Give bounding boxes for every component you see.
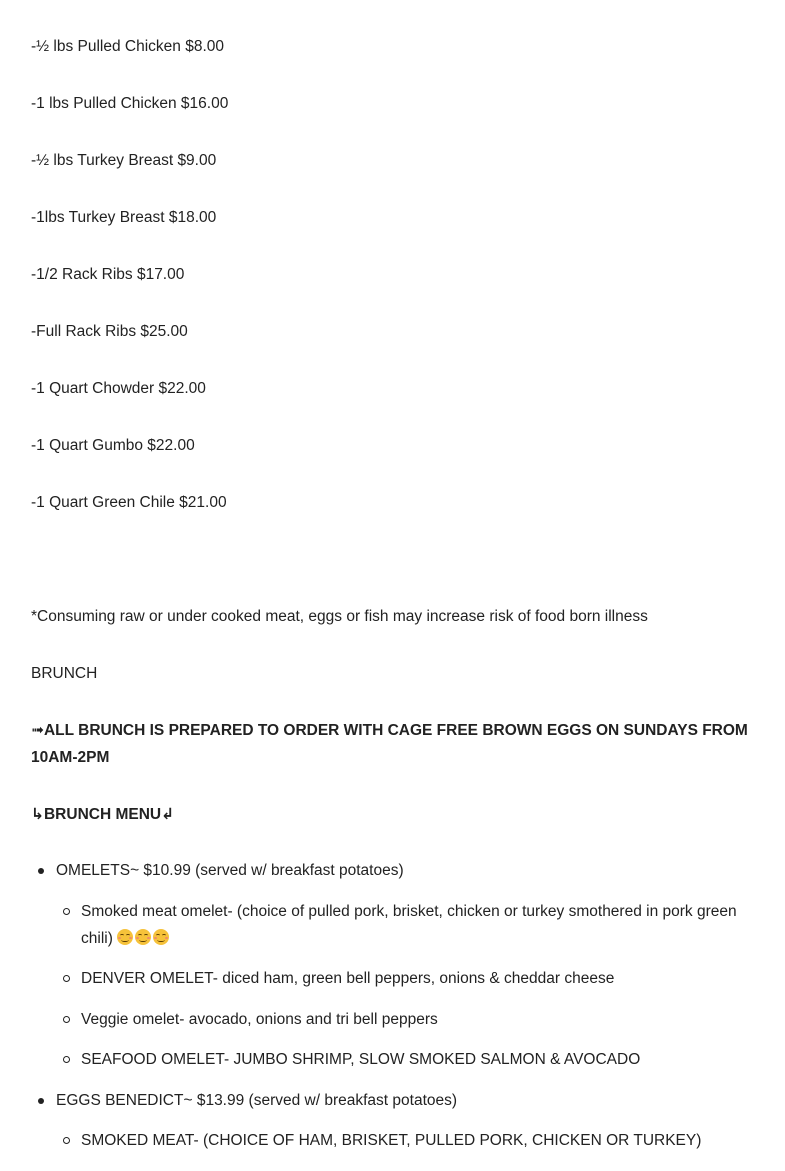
menu-subitem bbox=[56, 965, 761, 992]
takeout-item: -Full Rack Ribs $25.00 bbox=[31, 323, 188, 340]
menu-subitem-label: SEAFOOD OMELET- JUMBO SHRIMP, SLOW SMOKED SALMON & AVOCADO bbox=[81, 1051, 641, 1068]
menu-subitem-label: SMOKED MEAT- (CHOICE OF HAM, BRISKET, PULLED PORK, CHICKEN OR TURKEY) bbox=[81, 1132, 702, 1149]
menu-subitem-label: DENVER OMELET- diced ham, green bell peppers, onions & cheddar cheese bbox=[81, 970, 615, 987]
menu-subitem bbox=[56, 898, 761, 952]
menu-category-omelets bbox=[31, 857, 761, 1073]
hollow-bullet-icon bbox=[63, 1016, 70, 1023]
brunch-heading: BRUNCH bbox=[31, 665, 98, 682]
menu-subitem-label: Veggie omelet- avocado, onions and tri bell peppers bbox=[81, 1010, 438, 1028]
menu-category-label: EGGS BENEDICT~ $13.99 (served w/ breakfast potatoes) bbox=[56, 1091, 458, 1109]
menu-subitem-label: Smoked meat omelet- (choice of pulled pork, brisket, chicken or turkey smothered in pork green chili) bbox=[81, 902, 737, 947]
takeout-item: -1 lbs Pulled Chicken $16.00 bbox=[31, 95, 229, 112]
hollow-bullet-icon bbox=[63, 908, 70, 915]
smiling-face-icon bbox=[135, 929, 151, 945]
brunch-menu-list bbox=[31, 857, 761, 1154]
menu-subitem bbox=[56, 1046, 761, 1073]
takeout-item: -1/2 Rack Ribs $17.00 bbox=[31, 266, 185, 283]
takeout-item: -½ lbs Turkey Breast $9.00 bbox=[31, 152, 217, 169]
hollow-bullet-icon bbox=[63, 1056, 70, 1063]
menu-category-label: OMELETS~ $10.99 (served w/ breakfast potatoes) bbox=[56, 862, 404, 879]
hollow-bullet-icon bbox=[63, 1137, 70, 1144]
smiling-face-icon bbox=[153, 929, 169, 945]
brunch-menu-title: ↳BRUNCH MENU↲ bbox=[31, 806, 175, 823]
brunch-notice: ➟ALL BRUNCH IS PREPARED TO ORDER WITH CAGE FREE BROWN EGGS ON SUNDAYS FROM 10AM-2PM bbox=[31, 722, 748, 766]
hollow-bullet-icon bbox=[63, 975, 70, 982]
benedict-options bbox=[56, 1127, 761, 1154]
food-safety-disclaimer: *Consuming raw or under cooked meat, eggs or fish may increase risk of food born illness bbox=[31, 608, 648, 625]
bullet-icon bbox=[38, 868, 44, 874]
menu-category-eggs-benedict bbox=[31, 1087, 761, 1155]
takeout-item: -½ lbs Pulled Chicken $8.00 bbox=[31, 38, 225, 55]
takeout-item: -1lbs Turkey Breast $18.00 bbox=[31, 209, 217, 226]
takeout-item: -1 Quart Green Chile $21.00 bbox=[31, 494, 227, 511]
omelet-options bbox=[56, 898, 761, 1074]
smiling-face-icon bbox=[117, 929, 133, 945]
menu-subitem bbox=[56, 1127, 761, 1154]
takeout-item: -1 Quart Chowder $22.00 bbox=[31, 380, 206, 397]
bullet-icon bbox=[38, 1098, 44, 1104]
menu-subitem bbox=[56, 1006, 761, 1033]
takeout-item: -1 Quart Gumbo $22.00 bbox=[31, 437, 195, 454]
